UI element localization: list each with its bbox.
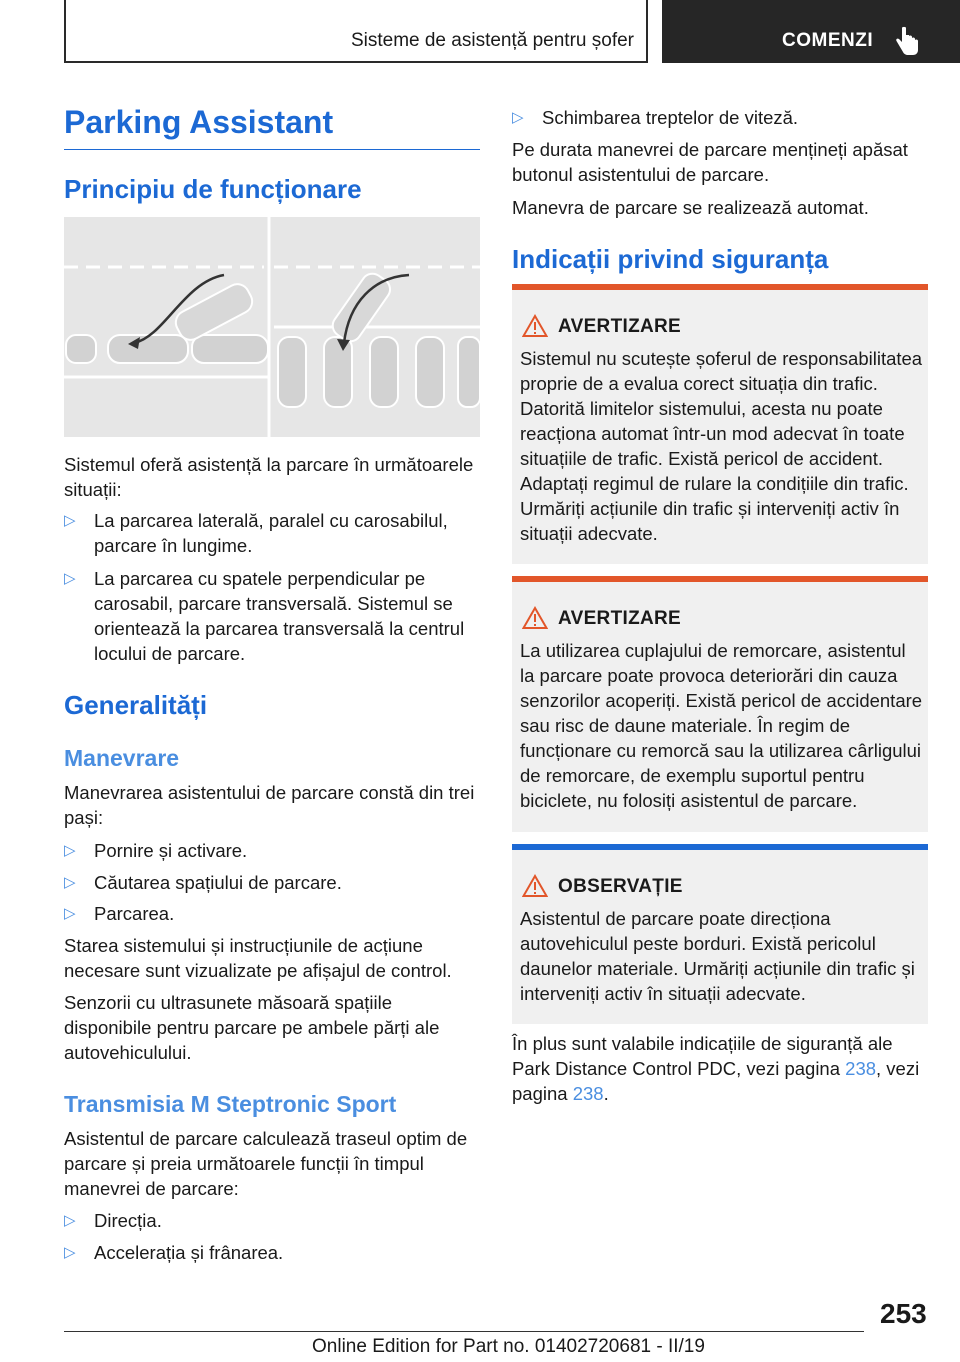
warning-box-1 <box>512 284 928 564</box>
bullet-triangle-icon: ▷ <box>64 512 76 529</box>
footer-divider <box>64 1331 864 1332</box>
header-section-box <box>64 0 648 63</box>
heading-transmisia: Transmisia M Steptronic Sport <box>64 1091 397 1117</box>
page-link-238[interactable]: 238 <box>572 1083 604 1104</box>
note-body: Asistentul de parcare poate direcționa autovehiculul peste borduri. Există pericolul daunelor materiale. Urmăriți acțiunile din trafic și interveniți activ în situații adecvate. <box>520 908 915 1004</box>
manevrare-text: Manevrarea asistentului de parcare constă din trei pași: <box>64 782 475 828</box>
bullet-triangle-icon: ▷ <box>64 1244 76 1261</box>
paragraph-automat: Manevra de parcare se realizează automat. <box>512 197 869 218</box>
warning-title: AVERTIZARE <box>558 316 681 337</box>
transmisia-text: Asistentul de parcare calculează traseul optim de parcare și preia următoarele funcții în timpul manevrei de parcare: <box>64 1128 468 1199</box>
bullet-triangle-icon: ▷ <box>64 874 76 891</box>
warning-triangle-icon <box>522 606 548 630</box>
paragraph-mentineti: Pe durata manevrei de parcare mențineți apăsat butonul asistentului de parcare. <box>512 139 908 185</box>
bullet-triangle-icon: ▷ <box>64 905 76 922</box>
bullet-triangle-icon: ▷ <box>64 570 76 587</box>
bullet-triangle-icon: ▷ <box>64 842 76 859</box>
header-tab-comenzi[interactable] <box>662 0 960 63</box>
pointing-hand-icon <box>894 26 920 56</box>
footer-edition: Online Edition for Part no. 01402720681 - II/19 <box>312 1336 705 1357</box>
parking-illustration <box>64 217 480 437</box>
heading-indicatii: Indicații privind siguranța <box>512 244 829 274</box>
header-section-title: Sisteme de asistență pentru șofer <box>350 30 634 51</box>
page-link-238[interactable]: 238 <box>845 1058 877 1079</box>
intro-text: Sistemul oferă asistență la parcare în următoarele situații: <box>64 454 474 500</box>
page-number: 253 <box>880 1298 927 1329</box>
heading-manevrare: Manevrare <box>64 745 180 771</box>
stare-text: Starea sistemului și instrucțiunile de acțiune necesare sunt vizualizate pe afișajul de control. <box>64 935 452 981</box>
bullet-triangle-icon: ▷ <box>64 1212 76 1229</box>
heading-generalitati: Generalități <box>64 690 208 720</box>
warning-box-2 <box>512 576 928 832</box>
heading-principiu: Principiu de funcționare <box>64 174 362 204</box>
warning-body: Sistemul nu scutește șoferul de responsabilitatea proprie de a evalua corect situația din trafic. Datorită limitelor sistemului, acesta nu poate reacționa automat într-un mod adecvat în toate situațiile de trafic. Există pericol de accident. Adaptați regimul de rulare la condițiile din trafic. Urmăriți acțiunile din trafic și interveniți activ în situații adecvate. <box>520 348 923 544</box>
warning-title: AVERTIZARE <box>558 608 681 629</box>
parking-illustration-svg <box>64 217 480 437</box>
senzori-text: Senzorii cu ultrasunete măsoară spațiile disponibile pentru parcare pe ambele părți ale autovehiculului. <box>64 992 440 1063</box>
page-title: Parking Assistant <box>64 104 480 150</box>
note-box <box>512 844 928 1024</box>
bullet-triangle-icon: ▷ <box>512 109 524 126</box>
note-title: OBSERVAȚIE <box>558 876 683 897</box>
header-tab-label: COMENZI <box>782 30 874 51</box>
warning-triangle-icon <box>522 314 548 338</box>
warning-triangle-icon <box>522 874 548 898</box>
warning-body: La utilizarea cuplajului de remorcare, asistentul la parcare poate provoca deteriorări din cauza senzorilor acoperiți. Există pericol de accidentare sau risc de daune materiale. În regim de funcționare cu remorcă sau la utilizarea cârligului de remorcare, de exemplu suportul pentru biciclete, nu folosiți asistentul de parcare. <box>520 640 923 811</box>
final-paragraph: În plus sunt valabile indicațiile de siguranță ale Park Distance Control PDC, vezi pagina 238, vezi pagina 238. <box>512 1033 920 1104</box>
